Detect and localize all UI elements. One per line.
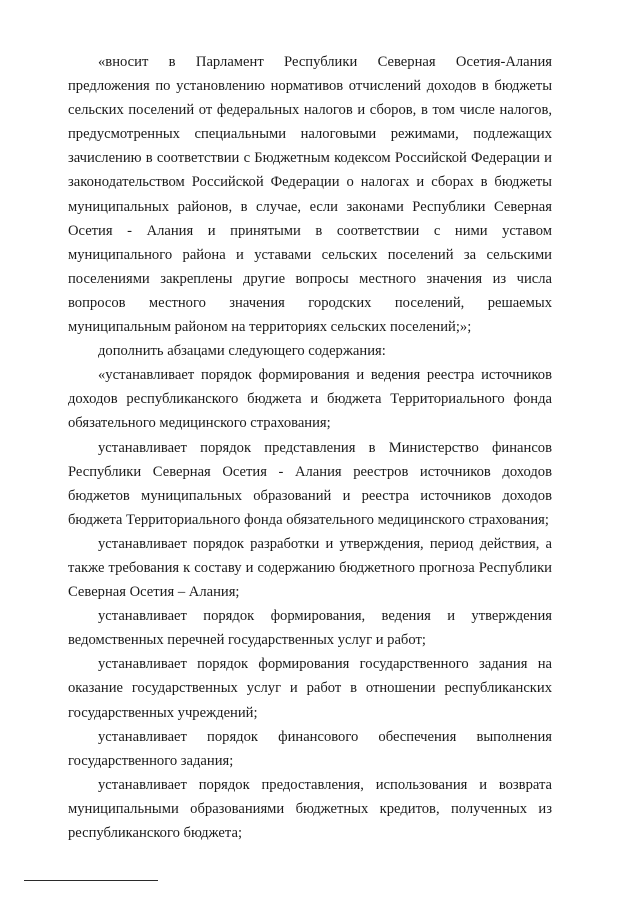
paragraph-3: «устанавливает порядок формирования и ведения реестра источников доходов республиканского бюджета и бюджета Территориального фонда обязательного медицинского страхования; [68, 367, 552, 432]
footnote-divider [24, 880, 158, 881]
paragraph-8: устанавливает порядок финансового обеспечения выполнения государственного задания; [68, 728, 552, 769]
paragraph-1: «вносит в Парламент Республики Северная Осетия-Алания предложения по установлению нормативов отчислений доходов в бюджеты сельских поселений от федеральных налогов и сборов, в том числе налогов, предусмотренных специальными налоговыми режимами, подлежащих зачислению в соответствии с Бюджетным кодексом Российской Федерации и законодательством Российской Федерации о налогах и сборах в бюджеты муниципальных районов, в случае, если законами Республики Северная Осетия - Алания и принятыми в соответствии с ними уставом муниципального района и уставами сельских поселений за сельскими поселениями закреплены другие вопросы местного значения из числа вопросов местного значения городских поселений, решаемых муниципальным районом на территориях сельских поселений;»; [68, 54, 552, 336]
document-body [68, 50, 552, 845]
paragraph-4: устанавливает порядок представления в Министерство финансов Республики Северная Осетия - Алания реестров источников доходов бюджетов муниципальных образований и реестра источников доходов бюджета Территориального фонда обязательного медицинского страхования; [68, 439, 552, 528]
paragraph-7: устанавливает порядок формирования государственного задания на оказание государственных услуг и работ в отношении республиканских государственных учреждений; [68, 656, 552, 721]
paragraph-6: устанавливает порядок формирования, ведения и утверждения ведомственных перечней государственных услуг и работ; [68, 608, 552, 649]
paragraph-5: устанавливает порядок разработки и утверждения, период действия, а также требования к составу и содержанию бюджетного прогноза Республики Северная Осетия – Алания; [68, 535, 552, 601]
paragraph-9: устанавливает порядок предоставления, использования и возврата муниципальными образованиями бюджетных кредитов, полученных из республиканского бюджета; [68, 776, 552, 841]
paragraph-2: дополнить абзацами следующего содержания: [98, 343, 386, 360]
